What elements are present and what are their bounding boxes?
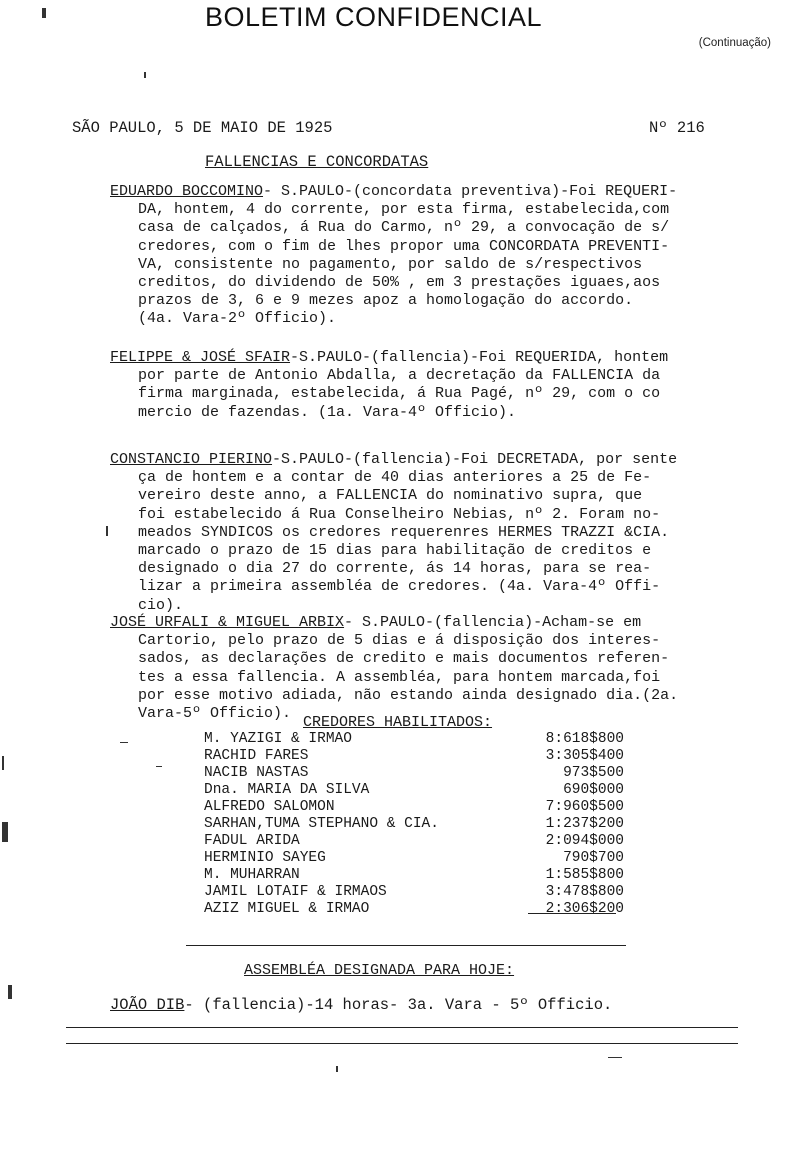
- creditor-row: [204, 731, 624, 748]
- scan-speck: [106, 526, 108, 536]
- creditor-row: [204, 901, 624, 918]
- entry-line: firma marginada, estabelecida, á Rua Pagé, nº 29, com o co: [138, 385, 661, 403]
- creditor-row: [204, 816, 624, 833]
- creditor-name: M. YAZIGI & IRMAO: [204, 731, 352, 747]
- entry-line: credores, com o fim de lhes propor uma CONCORDATA PREVENTI-: [138, 237, 670, 255]
- separator-rule: [186, 945, 626, 946]
- entry-line: mercio de fazendas. (1a. Vara-4º Officio).: [138, 403, 517, 421]
- entry-line: meados SYNDICOS os credores requerenres HERMES TRAZZI &CIA.: [138, 523, 670, 541]
- creditors-total-rule: [528, 913, 616, 914]
- entry-line: DA, hontem, 4 do corrente, por esta firma, estabelecida,com: [138, 201, 670, 219]
- creditor-amount: 3:478$800: [545, 884, 624, 900]
- entry-name: JOSÉ URFALI & MIGUEL ARBIX: [110, 614, 345, 631]
- creditor-row: [204, 884, 624, 901]
- scan-speck: [2, 822, 8, 842]
- creditor-row: [204, 765, 624, 782]
- entry-line: por parte de Antonio Abdalla, a decretação da FALLENCIA da: [138, 367, 661, 385]
- creditor-amount: 2:094$000: [545, 833, 624, 849]
- entry-name: EDUARDO BOCCOMINO: [110, 183, 264, 200]
- creditor-amount: 1:585$800: [545, 867, 624, 883]
- entry-first-line: [110, 614, 678, 632]
- creditor-row: [204, 833, 624, 850]
- entry-text: - S.PAULO-(concordata preventiva)-Foi REQUERI-: [263, 183, 678, 200]
- entry-line: ça de hontem e a contar de 40 dias anteriores a 25 de Fe-: [138, 469, 652, 487]
- entry-text: -S.PAULO-(fallencia)-Foi REQUERIDA, hontem: [290, 349, 669, 366]
- entry-line: prazos de 3, 6 e 9 mezes apoz a homologação do accordo.: [138, 292, 634, 310]
- scan-speck: [608, 1057, 622, 1058]
- entry-jose-urfali-miguel-arbix: [110, 614, 678, 723]
- creditor-amount: 3:305$400: [545, 748, 624, 764]
- entry-line: Cartorio, pelo prazo de 5 dias e á disposição dos interes-: [138, 632, 661, 650]
- entry-line: por esse motivo adiada, não estando ainda designado dia.(2a.: [138, 686, 679, 704]
- creditors-list: [204, 731, 624, 918]
- bulletin-number: Nº 216: [649, 119, 705, 137]
- entry-line: marcado o prazo de 15 dias para habilitação de creditos e: [138, 542, 652, 560]
- entry-line: (4a. Vara-2º Officio).: [138, 310, 337, 328]
- creditor-amount: 2:306$200: [545, 901, 624, 917]
- assembly-text: - (fallencia)-14 horas- 3a. Vara - 5º Officio.: [184, 996, 613, 1014]
- entry-first-line: [110, 183, 677, 201]
- entry-first-line: [110, 451, 677, 469]
- entry-line: sados, as declarações de credito e mais documentos referen-: [138, 650, 670, 668]
- entry-text: - S.PAULO-(fallencia)-Acham-se em: [344, 614, 642, 631]
- creditor-amount: 7:960$500: [545, 799, 624, 815]
- entry-line: designado o dia 27 do corrente, ás 14 horas, para se rea-: [138, 560, 652, 578]
- entry-first-line: [110, 349, 668, 367]
- entry-felippe-jose-sfair: [110, 349, 668, 422]
- creditor-name: M. MUHARRAN: [204, 867, 300, 883]
- creditor-name: JAMIL LOTAIF & IRMAOS: [204, 884, 387, 900]
- creditor-name: SARHAN,TUMA STEPHANO & CIA.: [204, 816, 439, 832]
- creditor-amount: 973$500: [563, 765, 624, 781]
- entry-eduardo-boccomino: [110, 183, 677, 329]
- entry-name: CONSTANCIO PIERINO: [110, 451, 273, 468]
- entry-line: vereiro deste anno, a FALLENCIA do nominativo supra, que: [138, 487, 643, 505]
- entry-line: casa de calçados, á Rua do Carmo, nº 29, a convocação de s/: [138, 219, 670, 237]
- creditor-row: [204, 850, 624, 867]
- creditor-name: FADUL ARIDA: [204, 833, 300, 849]
- entry-line: Vara-5º Officio).: [138, 705, 292, 723]
- creditor-name: Dna. MARIA DA SILVA: [204, 782, 370, 798]
- bottom-rule-2: [66, 1043, 738, 1044]
- entry-line: VA, consistente no pagamento, por saldo de s/respectivos: [138, 255, 643, 273]
- entry-line: cio).: [138, 596, 184, 614]
- creditor-amount: 1:237$200: [545, 816, 624, 832]
- entry-line: tes a essa fallencia. A assembléa, para hontem marcada,foi: [138, 668, 661, 686]
- continuation-label: (Continuação): [698, 37, 771, 49]
- creditor-name: NACIB NASTAS: [204, 765, 309, 781]
- scan-speck: [8, 985, 12, 999]
- entry-text: -S.PAULO-(fallencia)-Foi DECRETADA, por sente: [272, 451, 678, 468]
- section-title: FALLENCIAS E CONCORDATAS: [205, 153, 429, 171]
- scan-speck: [42, 8, 46, 18]
- creditor-name: ALFREDO SALOMON: [204, 799, 335, 815]
- assembly-title: ASSEMBLÉA DESIGNADA PARA HOJE:: [244, 962, 515, 979]
- assembly-name: JOÃO DIB: [110, 996, 185, 1014]
- scan-speck: [336, 1066, 338, 1072]
- creditor-row: [204, 748, 624, 765]
- creditor-amount: 790$700: [563, 850, 624, 866]
- scan-speck: [2, 756, 4, 770]
- assembly-entry: [110, 996, 612, 1014]
- creditor-amount: 690$000: [563, 782, 624, 798]
- entry-constancio-pierino: [110, 451, 677, 615]
- scan-speck: [156, 766, 162, 767]
- creditor-amount: 8:618$800: [545, 731, 624, 747]
- entry-line: lizar a primeira assembléa de credores. (4a. Vara-4º Offi-: [138, 578, 661, 596]
- creditor-row: [204, 799, 624, 816]
- place-date: SÃO PAULO, 5 DE MAIO DE 1925: [72, 119, 333, 137]
- entry-name: FELIPPE & JOSÉ SFAIR: [110, 349, 291, 366]
- bulletin-title: BOLETIM CONFIDENCIAL: [205, 2, 543, 32]
- creditor-row: [204, 867, 624, 884]
- entry-line: foi estabelecido á Rua Conselheiro Nebias, nº 2. Foram no-: [138, 505, 661, 523]
- entry-line: creditos, do dividendo de 50% , em 3 prestações iguaes,aos: [138, 274, 661, 292]
- creditor-row: [204, 782, 624, 799]
- bottom-rule-1: [66, 1027, 738, 1028]
- scan-speck: [120, 742, 128, 743]
- creditor-name: HERMINIO SAYEG: [204, 850, 326, 866]
- scan-speck: [144, 72, 146, 78]
- creditors-title: CREDORES HABILITADOS:: [303, 714, 493, 731]
- creditor-name: RACHID FARES: [204, 748, 309, 764]
- creditor-name: AZIZ MIGUEL & IRMAO: [204, 901, 370, 917]
